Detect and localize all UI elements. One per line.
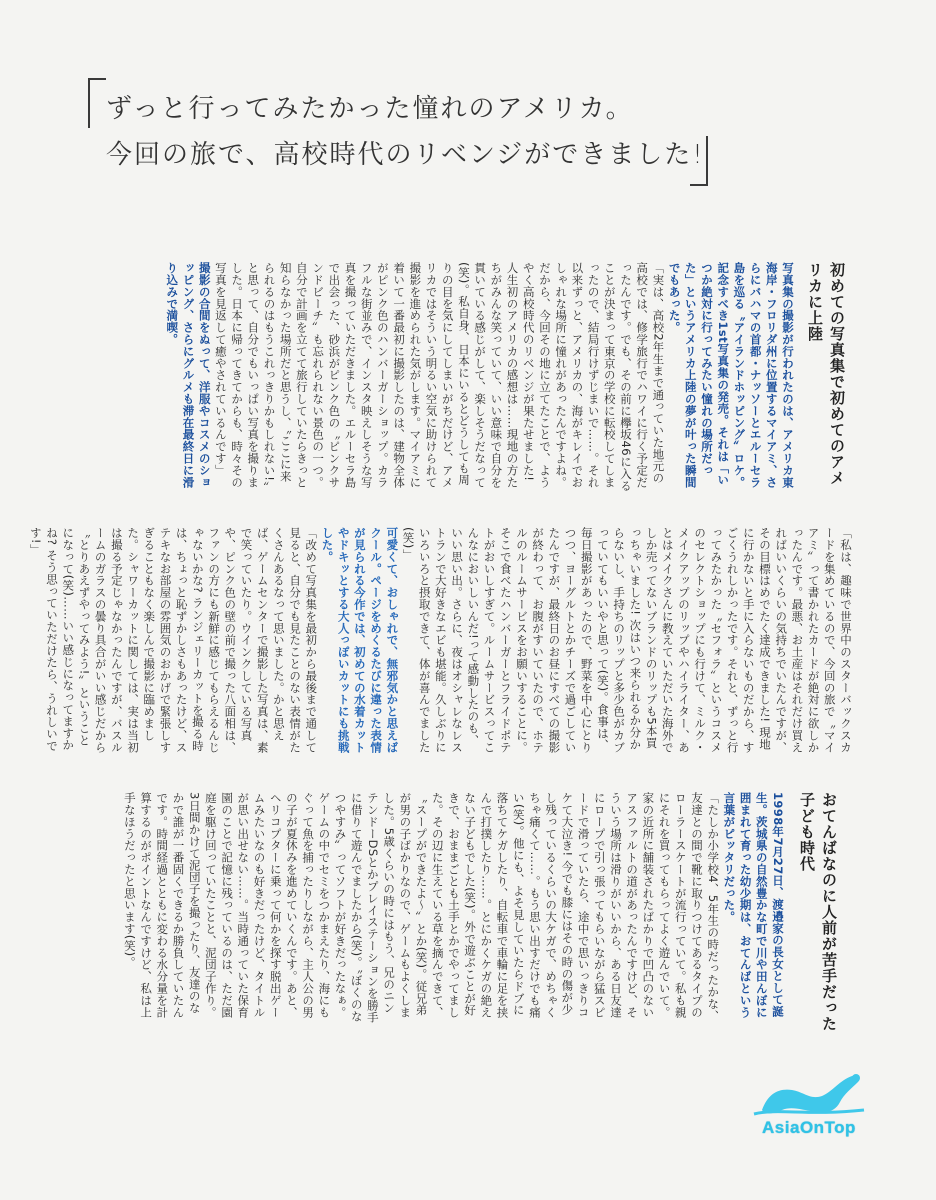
bracket-top-left: [88, 78, 106, 128]
section-title-childhood: おてんばなのに人前が苦手だった子ども時代: [798, 792, 838, 1032]
top-column-block: [66, 262, 796, 494]
top-body-1: 「実は、高校2年生まで通っていた地元の高校では、修学旅行でハワイに行く予定だったんです。でも、その前に欅坂46に入ることが決まって東京の学校に転校してしまったので、結局行けずじまいで……。それ以来ずっと、アメリカの、海がキレイでおしゃれな場所に憧れがあったんですよね。だから、今回その地に立てたことで、ようやく高校時代のリベンジが果たせました! 人生初のアメリカの感想は……現地の方たちがみんな笑っていて、いい意味で自分を貫いている感じがして、楽しそうだなって(笑)。私自身、日本にいるとどうしても周りの目を気にしてしまいがちだけど、アメリカではそういう明るい空気に助けられて撮影を進められた気がします。マイアミに着いて一番最初に撮影したのは、建物全体がピンク色のハンバーガーショップ。カラフルな街並みで、インスタ映えしそうな写真を撮っていただきました。エルーセラ島で出会った、砂浜がピンク色の〝ピンクサンドビーチ〟も忘れられない景色の一つ。自分で計画を立てて旅行していたらきっと知らなかった場所だと思うし、〝ここに来られるのはもうこれっきりかもしれない!〟と思って、自分でもいっぱい写真を撮りました。日本に帰ってきてからも、時々その写真を見返して癒やされているんです」: [213, 262, 666, 494]
top-body-2: 「私は、趣味で世界中のスターバックスカードを集めているので、今回の旅で〝マイアミ〟って書かれたカードが絶対に欲しかったんです。最悪、お土産はそれだけ買えればいいくらいの気持ちでいたんですが、その目標はめでたく達成できました! 現地に行かないと手に入らないものだから、すごくうれしかったです。それと、ずっと行ってみたかった〝セフォラ〟というコスメのセレクトショップにも行けて、ミルク・メイクアップのリップやハイライター、あとはメイクさんに教えていただいた海外でしか売ってないブランドのリップも5本買っちゃいました! 次はいつ来られるか分からないし、手持ちのリップと多少色がカブっていてもいいやと思って(笑)。食事は、毎日撮影があったので、野菜を中心にとりつつ、ヨーグルトとかチーズで過ごしていたんですが、最終日のお昼にすべての撮影が終わって、お腹がすいていたので、ホテルのルームサービスをお願いすることに。そこで食べたハンバーガーとフライドポテトがおいしすぎて。ルームサービスってこんなにおいしいんだ!って感動したのも、いい思い出。さらに、夜はオシャレなレストランで大好きなエビも堪能。久しぶりにいろいろと摂取できて、体が喜んでました(笑)」: [401, 527, 853, 754]
top-body-3: 「改めて写真集を最初から最後まで通して見ると、自分でも見たことのない表情がたくさんあるなって思いました。かと思えば、ゲームセンターで撮影した写真は、素で笑っていたり。ウインクしている写真や、ピンク色の壁の前で撮った八面相は、ファンの方にも新鮮に感じてもらえるんじゃないかな? ランジェリーカットを撮る時は、ちょっと恥ずかしさもあったけど、ステキなお部屋の雰囲気のおかげで緊張しすぎることもなく楽しんで撮影に臨めました。シャワーカットに関しては、実は当初は撮る予定じゃなかったんですが、バスルームのガラスの曇り具合がいい感じだから〝とりあえずやってみよう!〟ということになって(笑)……いい感じになってますかね? そう思っていただけたら、うれしいです!」: [28, 527, 319, 754]
swimmer-silhouette-icon: [748, 1070, 870, 1120]
bottom-body: 「たしか小学校4、5年生の時だったかな、友達との間で靴に取りつけてあるタイプのローラースケートが流行っていて。私も親にそれを買ってもらってよく遊んでいて。家の近所に舗装されたばかりで凹凸のないアスファルトの道があったんですけど、そういう場所は滑りがいいから、ある日友達にロープで引っ張ってもらいながら猛スピードで滑っていたら、途中で思いっきりコケて大泣き! 今でも膝にはその時の傷が少し残っているくらいの大ケガで、めちゃくちゃ痛くて……。もう思い出すだけでも痛い(笑)。他にも、よそ見していたらドブに落ちてケガしたり、自転車で車輪に足を挟んで打撲したり……。とにかくケガの絶えない子どもでした(笑)。外で遊ぶことが好きで、おままごとも土手とかでやってました。その辺に生えている草を摘んできて、〝スープができたよ〜〟とか(笑)。従兄弟が男の子ばかりなので、ゲームもよくしました。5歳くらいの時にはもう、兄のニンテンドーDSとかプレイステーションを勝手に借りて遊んでましたから(笑)。〝ぼくのなつやすみ〟ってソフトが好きだったなぁ。ゲームの中でセミをつかまえたり、海にもぐって魚を捕ったりしながら、主人公の男の子が夏休みを進めていくんです。あと、ヘリコプターに乗って何かを探す脱出ゲームみたいなのも好きだったけど、タイトルが思い出せない……。当時通っていた保育園のことで記憶に残っているのは、ただ園庭を駆け回っていたことと、泥団子作り。3日間かけて泥団子を撮ったり、友達のなかで誰が一番固くできるか勝負していたんです。時間経過とともに変わる水分量を計算するのがポイントなんですけど、私は上手なほうだったと思います(笑)。: [122, 792, 721, 1024]
watermark-text: AsiaOnTop: [762, 1118, 856, 1137]
asiaontop-logo: [748, 1070, 870, 1140]
top-lead-2: 撮影の合間をぬって、洋服やコスメのショッピング、さらにグルメも滞在最終日に滑り込みで満喫。: [165, 262, 212, 489]
headline-box: [88, 78, 708, 186]
headline-line-1: ずっと行ってみたかった憧れのアメリカ。: [106, 94, 634, 124]
bottom-lead: 1998年7月27日、渡邉家の長女として誕生。茨城県の自然豊かな町で川や田んぼに囲まれて育った幼少期は、おてんばという言葉がピッタリだった。: [722, 792, 785, 1019]
top-lead: 写真集の撮影が行われたのは、アメリカ東海岸・フロリダ州に位置するマイアミ、さらにバハマの首都・ナッソーとエルーセラ島を巡る〝アイランドホッピング〟ロケ。記念すべき1st写真集の発売。それは「いつか絶対に行ってみたい憧れの場所だった」というアメリカ上陸の夢が叶った瞬間でもあった。: [667, 262, 795, 489]
section-title-first-photobook: 初めての写真集で初めてのアメリカに上陸: [806, 262, 846, 486]
bottom-column-block: [66, 792, 786, 1024]
headline-line-2: 今回の旅で、高校時代のリベンジができました!: [106, 140, 705, 170]
middle-column-block: [28, 527, 854, 757]
top-lead-3: 可愛くて、おしゃれで、無邪気かと思えばクール。ページをめくるたびに違った表情が見られる今作では、初めての水着カットやドキッとする大人っぽいカットにも挑戦した。: [320, 527, 400, 754]
